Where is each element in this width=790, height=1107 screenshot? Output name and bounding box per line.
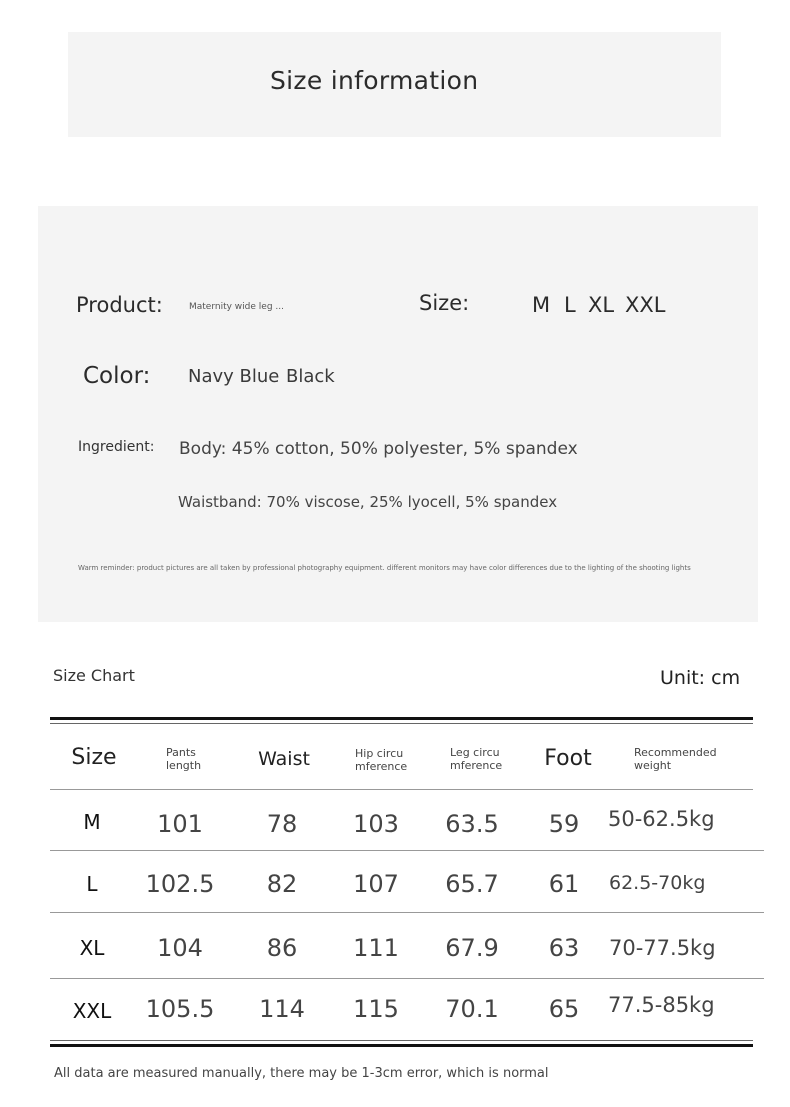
table-top-rule: [50, 717, 753, 720]
table-top-thin-rule: [50, 723, 753, 724]
header-waist: Waist: [258, 748, 310, 770]
header-weight: Recommended weight: [634, 746, 717, 772]
row-weight: 70-77.5kg: [609, 936, 716, 960]
row-pants-length: 104: [157, 934, 203, 962]
row-pants-length: 105.5: [145, 995, 215, 1023]
header-foot: Foot: [544, 746, 592, 771]
unit-label: Unit: cm: [660, 667, 741, 689]
row-size: M: [83, 810, 101, 834]
row-waist: 78: [266, 810, 298, 838]
table-bottom-rule: [50, 1044, 753, 1047]
row-weight: 62.5-70kg: [609, 872, 706, 894]
row-leg: 63.5: [445, 810, 499, 838]
row-foot: 63: [548, 934, 580, 962]
header-hip: Hip circu mference: [355, 747, 408, 773]
row-foot: 61: [548, 870, 580, 898]
size-option-l: L: [564, 293, 576, 317]
row-hip: 103: [353, 810, 399, 838]
color-label: Color:: [83, 363, 151, 389]
row-divider: [50, 978, 764, 979]
row-leg: 65.7: [445, 870, 499, 898]
row-pants-length: 102.5: [145, 870, 215, 898]
row-pants-length: 101: [157, 810, 203, 838]
row-hip: 111: [353, 934, 399, 962]
row-weight: 77.5-85kg: [608, 993, 715, 1017]
color-option-black: Black: [286, 366, 335, 387]
ingredient-body: Body: 45% cotton, 50% polyester, 5% spandex: [179, 439, 578, 459]
warm-reminder: Warm reminder: product pictures are all taken by professional photography equipment. different monitors may have color differences due to the lighting of the shooting lights: [78, 564, 691, 572]
color-option-navy: Navy Blue: [188, 366, 280, 387]
row-leg: 70.1: [445, 995, 499, 1023]
row-size: XL: [79, 936, 105, 960]
table-bottom-thin-rule: [50, 1040, 753, 1041]
page-title: Size information: [270, 66, 479, 95]
header-leg: Leg circu mference: [450, 746, 503, 772]
row-divider: [50, 789, 753, 790]
measurement-note: All data are measured manually, there may be 1-3cm error, which is normal: [54, 1066, 549, 1081]
row-waist: 82: [266, 870, 298, 898]
row-foot: 65: [548, 995, 580, 1023]
row-divider: [50, 850, 764, 851]
header-size: Size: [71, 745, 117, 770]
product-label: Product:: [76, 293, 163, 317]
size-option-xxl: XXL: [625, 293, 666, 317]
size-chart-title: Size Chart: [53, 666, 135, 685]
row-size: L: [86, 872, 98, 896]
row-hip: 115: [353, 995, 399, 1023]
header-pants-length: Pants length: [166, 746, 202, 772]
row-size: XXL: [72, 999, 112, 1023]
size-option-m: M: [532, 293, 551, 317]
size-option-xl: XL: [588, 293, 615, 317]
row-waist: 114: [259, 995, 305, 1023]
row-divider: [50, 912, 764, 913]
row-waist: 86: [266, 934, 298, 962]
size-label: Size:: [419, 291, 470, 315]
product-value: Maternity wide leg ...: [189, 302, 284, 312]
row-weight: 50-62.5kg: [608, 807, 715, 831]
ingredient-label: Ingredient:: [78, 439, 155, 455]
ingredient-waistband: Waistband: 70% viscose, 25% lyocell, 5% spandex: [178, 493, 558, 511]
title-banner: [68, 32, 721, 137]
row-leg: 67.9: [445, 934, 499, 962]
product-info-panel: [38, 206, 758, 622]
row-hip: 107: [353, 870, 399, 898]
row-foot: 59: [548, 810, 580, 838]
